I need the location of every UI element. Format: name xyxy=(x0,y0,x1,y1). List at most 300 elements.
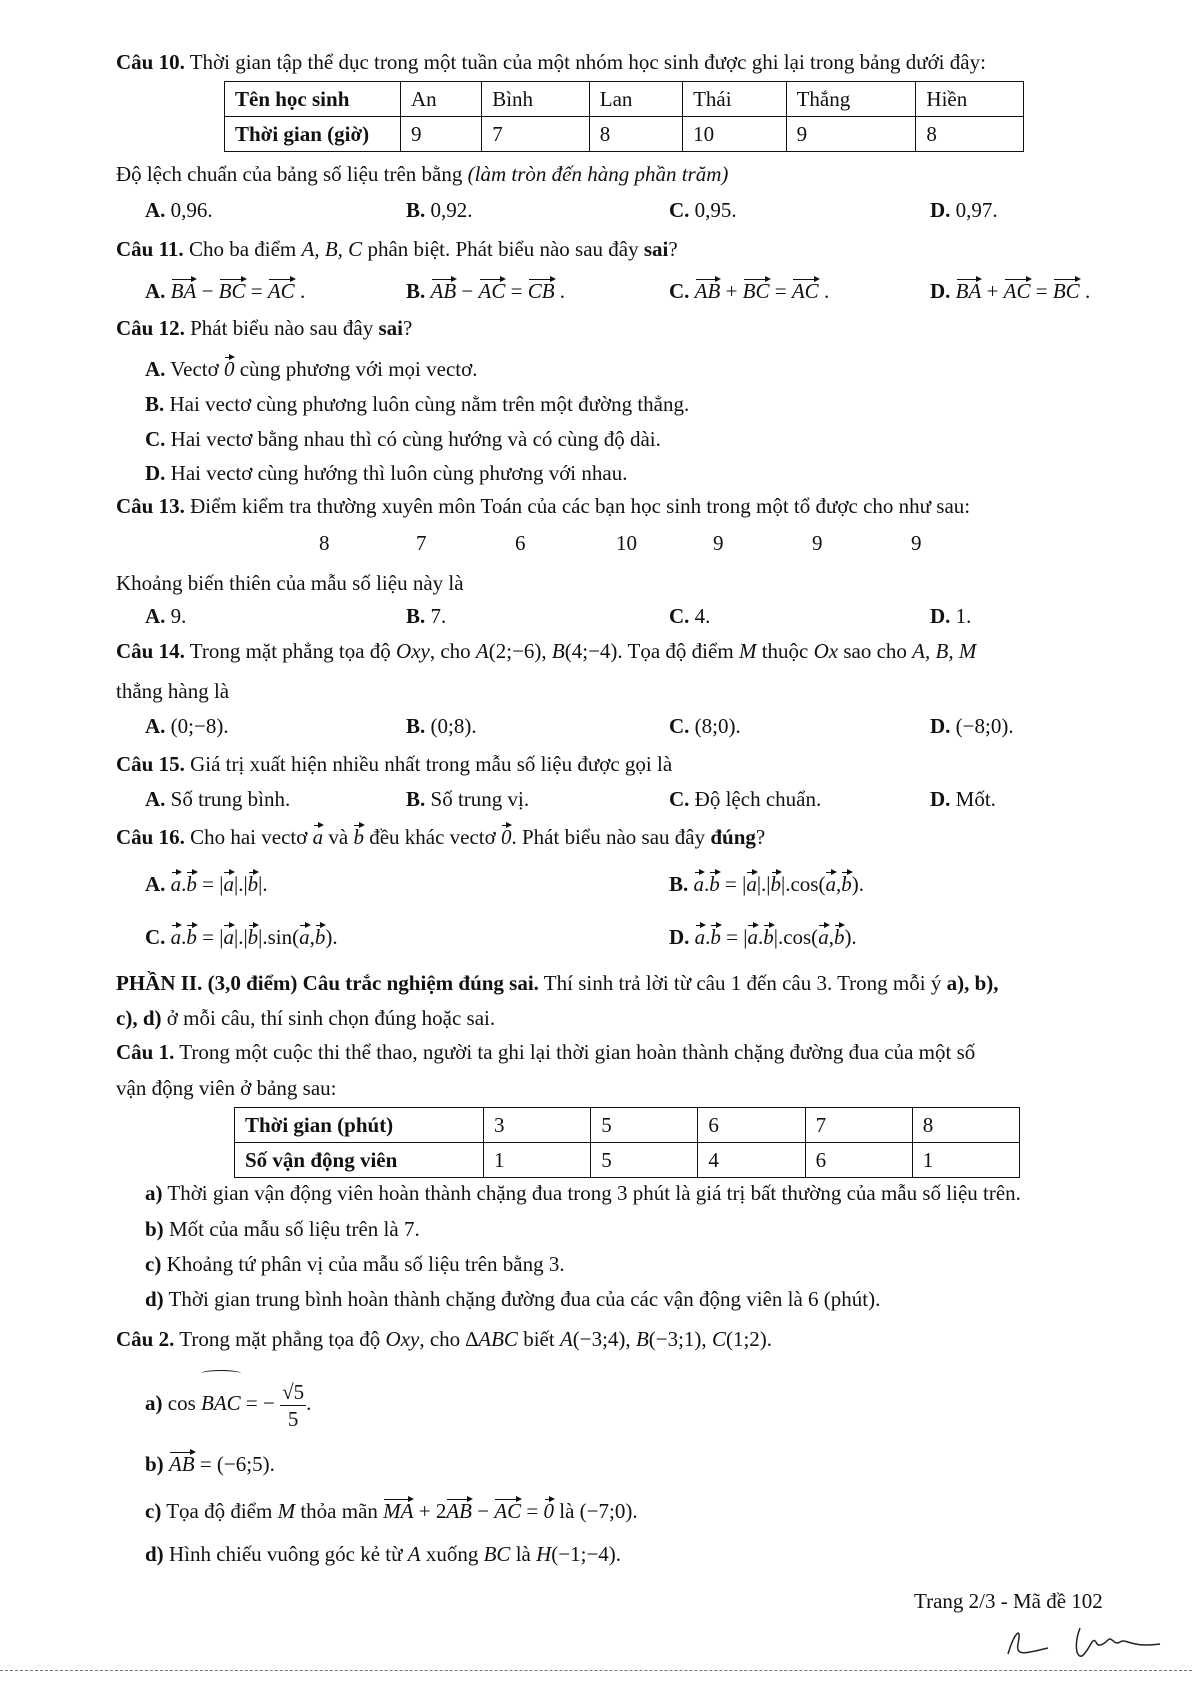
part-2-question-1-table xyxy=(234,1107,1020,1178)
text-segment: Điểm kiểm tra thường xuyên môn Toán của các bạn học sinh trong một tổ được cho như sau: xyxy=(184,494,971,518)
vector-text: AB xyxy=(168,1452,195,1476)
vector-text: MA xyxy=(383,1499,414,1523)
page-footer: Trang 2/3 - Mã đề 102 xyxy=(914,1589,1103,1613)
table-cell: Hiền xyxy=(916,82,1024,117)
cos-text: cos xyxy=(167,1391,196,1415)
text-segment: Câu 10. xyxy=(116,50,185,74)
text-segment: BC xyxy=(483,1542,511,1566)
text-segment: . xyxy=(1079,279,1091,303)
option-b xyxy=(145,392,689,416)
statement-b xyxy=(145,1452,275,1476)
text-segment: A. xyxy=(145,604,166,628)
text-segment: . xyxy=(181,872,187,896)
text-segment: vận động viên ở bảng sau: xyxy=(116,1076,337,1100)
vector-text: a xyxy=(170,925,182,949)
text-segment: (−3;1), xyxy=(648,1327,712,1351)
text-segment: A, B, C xyxy=(301,237,363,261)
text-segment: 9. xyxy=(165,604,187,628)
vector-text: b xyxy=(841,872,852,896)
text-segment: C. xyxy=(669,279,690,303)
table-cell: 6 xyxy=(698,1108,805,1143)
text-segment: + xyxy=(720,279,743,303)
text-segment: đúng xyxy=(710,825,756,849)
statement-c xyxy=(145,1252,565,1276)
table-cell: 1 xyxy=(912,1143,1019,1178)
text-segment: Thời gian tập thể dục trong một tuần của một nhóm học sinh được ghi lại trong bảng dưới đây: xyxy=(184,50,986,74)
text-segment: = xyxy=(769,279,792,303)
text-segment: Vectơ xyxy=(165,357,224,381)
vector-text: b xyxy=(247,872,259,896)
score: 7 xyxy=(416,531,427,555)
vector-text: 0 xyxy=(543,1499,555,1523)
table-cell: 6 xyxy=(805,1143,912,1178)
vector-text: a xyxy=(747,925,758,949)
text-segment: D. xyxy=(145,461,166,485)
denominator: 5 xyxy=(287,1406,299,1431)
table-cell: 7 xyxy=(805,1108,912,1143)
option-a xyxy=(145,787,290,811)
statement-label: a) xyxy=(145,1391,163,1415)
text-segment: D. xyxy=(930,714,951,738)
text-segment: d) xyxy=(145,1542,164,1566)
score: 9 xyxy=(911,531,922,555)
score: 8 xyxy=(319,531,330,555)
text-segment: . xyxy=(554,279,566,303)
table-cell: Thắng xyxy=(786,82,916,117)
option-a xyxy=(145,714,229,738)
table-cell: Tên học sinh xyxy=(225,82,401,117)
vector-text: b xyxy=(709,872,720,896)
option-c xyxy=(669,198,737,222)
text-segment: = | xyxy=(720,925,748,949)
text-segment: thuộc xyxy=(756,639,814,663)
text-segment: Số trung bình. xyxy=(165,787,291,811)
text-segment: C. xyxy=(669,604,690,628)
vector-text: a xyxy=(818,925,829,949)
text-segment: c) xyxy=(145,1499,162,1523)
table-row xyxy=(235,1108,1020,1143)
text-segment: Ox xyxy=(813,639,839,663)
text-segment: 0,95. xyxy=(689,198,737,222)
page-bottom-divider xyxy=(0,1670,1192,1671)
vector-text: a xyxy=(312,825,324,849)
numerator: √5 xyxy=(282,1379,305,1404)
table-cell: 9 xyxy=(786,117,916,152)
text-segment: Câu 16. xyxy=(116,825,185,849)
text-segment: (4;−4). Tọa độ điểm xyxy=(564,639,739,663)
text-segment: (làm tròn đến hàng phần trăm) xyxy=(467,162,729,186)
option-d xyxy=(930,198,998,222)
text-segment: B. xyxy=(406,714,426,738)
text-segment: sai xyxy=(643,237,669,261)
text-segment: = xyxy=(1030,279,1053,303)
text-segment: D. xyxy=(930,279,951,303)
text-segment: b) xyxy=(145,1217,164,1241)
option-b xyxy=(406,604,446,628)
vector-text: AC xyxy=(267,279,295,303)
text-segment: ). xyxy=(851,872,864,896)
vector-text: a xyxy=(694,925,706,949)
table-cell: An xyxy=(401,82,482,117)
text-segment: Khoảng tứ phân vị của mẫu số liệu trên bằng 3. xyxy=(161,1252,565,1276)
text-segment: sao cho xyxy=(838,639,913,663)
table-cell: Thái xyxy=(683,82,786,117)
text-segment: 0,96. xyxy=(165,198,213,222)
option-d xyxy=(930,604,971,628)
option-b xyxy=(406,279,565,303)
text-segment: = | xyxy=(196,872,224,896)
question-15-stem xyxy=(116,752,672,776)
text-segment: , xyxy=(835,872,842,896)
statement-d xyxy=(145,1542,621,1566)
text-segment: Tọa độ điểm xyxy=(161,1499,278,1523)
text-segment: = xyxy=(505,279,528,303)
text-segment: B. xyxy=(406,787,426,811)
text-segment: − xyxy=(456,279,479,303)
part-2-heading xyxy=(116,971,999,995)
text-segment: C xyxy=(711,1327,726,1351)
text-segment: b) xyxy=(145,1452,164,1476)
text-segment: |.| xyxy=(233,872,248,896)
option-a xyxy=(145,357,477,381)
text-segment: A. xyxy=(145,357,166,381)
text-segment: Số trung vị. xyxy=(425,787,530,811)
question-14-stem-cont xyxy=(116,679,229,703)
text-segment: , cho xyxy=(429,639,476,663)
text-segment: a), b), xyxy=(946,971,999,995)
score: 9 xyxy=(812,531,823,555)
text-segment: − xyxy=(471,1499,495,1523)
text-segment: (−8;0). xyxy=(950,714,1014,738)
text-segment: M xyxy=(277,1499,296,1523)
text-segment: và xyxy=(323,825,354,849)
option-d xyxy=(145,461,627,485)
question-14-stem xyxy=(116,639,976,663)
text-segment: Hai vectơ cùng hướng thì luôn cùng phương với nhau. xyxy=(165,461,628,485)
text-segment: (2;−6), xyxy=(488,639,552,663)
text-segment: D. xyxy=(930,604,951,628)
text-segment: A. xyxy=(145,198,166,222)
text-segment: |.| xyxy=(756,872,771,896)
table-cell: 7 xyxy=(482,117,590,152)
text-segment: = (−6;5). xyxy=(194,1452,275,1476)
text-segment: Oxy xyxy=(396,639,430,663)
table-cell: Thời gian (giờ) xyxy=(225,117,401,152)
text-segment: c), d) xyxy=(116,1006,162,1030)
statement-c xyxy=(145,1499,638,1523)
question-16-stem xyxy=(116,825,765,849)
table-cell: 3 xyxy=(484,1108,591,1143)
text-segment: đều khác vectơ xyxy=(363,825,501,849)
table-cell: 8 xyxy=(589,117,682,152)
text-segment: cùng phương với mọi vectơ. xyxy=(234,357,478,381)
text-segment: A xyxy=(475,639,489,663)
text-segment: biết xyxy=(517,1327,560,1351)
text-segment: Cho ba điểm xyxy=(183,237,302,261)
vector-text: AC xyxy=(791,279,819,303)
text-segment: xuống xyxy=(420,1542,484,1566)
text-segment: B xyxy=(635,1327,649,1351)
text-segment: PHẦN II. (3,0 điểm) Câu trắc nghiệm đúng sai. xyxy=(116,971,539,995)
text-segment: M xyxy=(738,639,757,663)
statement-d xyxy=(145,1287,880,1311)
vector-text: BA xyxy=(170,279,197,303)
text-segment: là xyxy=(510,1542,537,1566)
text-segment: Câu 14. xyxy=(116,639,185,663)
question-13-stem xyxy=(116,494,970,518)
text-segment: D. xyxy=(669,925,690,949)
vector-text: CB xyxy=(527,279,555,303)
text-segment: A. xyxy=(145,872,166,896)
fraction xyxy=(280,1379,306,1432)
text-segment: B. xyxy=(406,604,426,628)
text-segment: Trong mặt phẳng tọa độ xyxy=(174,1327,386,1351)
text-segment: Trong một cuộc thi thể thao, người ta ghi lại thời gian hoàn thành chặng đường đua của một số xyxy=(174,1040,976,1064)
text-segment: (0;8). xyxy=(425,714,477,738)
text-segment: ? xyxy=(755,825,766,849)
table-cell: Thời gian (phút) xyxy=(235,1108,484,1143)
text-segment: Khoảng biến thiên của mẫu số liệu này là xyxy=(116,571,464,595)
vector-text: b xyxy=(314,925,326,949)
text-segment: Trong mặt phẳng tọa độ xyxy=(184,639,397,663)
text-segment: A. xyxy=(145,787,166,811)
text-segment: = | xyxy=(719,872,747,896)
vector-text: b xyxy=(353,825,364,849)
vector-text: BC xyxy=(218,279,246,303)
vector-text: 0 xyxy=(500,825,512,849)
question-10-stem xyxy=(116,50,986,74)
vector-text: BC xyxy=(1052,279,1080,303)
text-segment: a) xyxy=(145,1181,163,1205)
option-a xyxy=(145,872,268,896)
vector-text: b xyxy=(247,925,259,949)
text-segment: + 2 xyxy=(413,1499,447,1523)
vector-text: b xyxy=(186,925,197,949)
text-segment: ). xyxy=(325,925,338,949)
text-segment: 0,97. xyxy=(950,198,998,222)
text-segment: Thời gian vận động viên hoàn thành chặng đua trong 3 phút là giá trị bất thường của mẫu số liệu trên. xyxy=(162,1181,1021,1205)
option-c xyxy=(145,925,338,949)
vector-text: BC xyxy=(742,279,770,303)
text-segment: . xyxy=(704,872,710,896)
text-segment: − xyxy=(196,279,219,303)
option-a xyxy=(145,604,186,628)
text-segment: , xyxy=(828,925,834,949)
text-segment: B. xyxy=(406,198,426,222)
text-segment: . xyxy=(181,925,187,949)
text-segment: |.| xyxy=(233,925,248,949)
text-segment: Câu 15. xyxy=(116,752,185,776)
question-12-stem xyxy=(116,316,412,340)
text-segment: Thí sinh trả lời từ câu 1 đến câu 3. Trong mỗi ý xyxy=(538,971,947,995)
text-segment: + xyxy=(981,279,1004,303)
option-b xyxy=(406,198,473,222)
text-segment: 4. xyxy=(689,604,711,628)
text-segment: d) xyxy=(145,1287,164,1311)
text-segment: B. xyxy=(145,392,165,416)
text-segment: . xyxy=(294,279,306,303)
option-c xyxy=(669,714,741,738)
text-segment: (1;2). xyxy=(725,1327,773,1351)
text-segment: , cho ∆ xyxy=(419,1327,479,1351)
vector-text: b xyxy=(770,872,781,896)
text-segment: |.sin( xyxy=(258,925,300,949)
text-segment: Câu 2. xyxy=(116,1327,175,1351)
statement-b xyxy=(145,1217,420,1241)
question-10-table xyxy=(224,81,1024,152)
vector-text: b xyxy=(763,925,774,949)
text-segment: = xyxy=(521,1499,544,1523)
table-cell: 9 xyxy=(401,117,482,152)
option-c xyxy=(669,787,821,811)
text-segment: (0;−8). xyxy=(165,714,229,738)
text-segment: ). xyxy=(844,925,857,949)
table-cell: 5 xyxy=(591,1108,698,1143)
option-d xyxy=(930,787,996,811)
table-row xyxy=(225,82,1024,117)
text-segment: C. xyxy=(669,198,690,222)
text-segment: . xyxy=(705,925,711,949)
text-segment: B. xyxy=(669,872,689,896)
table-cell: 8 xyxy=(916,117,1024,152)
vector-text: a xyxy=(223,925,234,949)
vector-text: AC xyxy=(478,279,506,303)
score: 9 xyxy=(713,531,724,555)
text-segment: (−1;−4). xyxy=(551,1542,622,1566)
vector-text: AB xyxy=(430,279,457,303)
text-segment: (8;0). xyxy=(689,714,741,738)
equals-text: = − xyxy=(240,1391,275,1415)
vector-text: a xyxy=(746,872,757,896)
vector-text: AC xyxy=(494,1499,522,1523)
table-cell: 1 xyxy=(484,1143,591,1178)
text-segment: A xyxy=(407,1542,421,1566)
text-segment: Cho hai vectơ xyxy=(184,825,313,849)
option-c xyxy=(669,604,710,628)
option-a xyxy=(145,198,213,222)
part-2-question-1-stem xyxy=(116,1040,975,1064)
text-segment: C. xyxy=(145,925,166,949)
text-segment: C. xyxy=(669,714,690,738)
part-2-heading-cont xyxy=(116,1006,495,1030)
statement-a: a) cos BAC = − $\frac{√5}{5}$ . xyxy=(145,1375,311,1432)
text-segment: Câu 12. xyxy=(116,316,185,340)
vector-text: b xyxy=(186,872,197,896)
option-c xyxy=(669,279,829,303)
text-segment: Câu 1. xyxy=(116,1040,175,1064)
option-b xyxy=(669,872,864,896)
table-cell: Bình xyxy=(482,82,590,117)
text-segment: thẳng hàng là xyxy=(116,679,230,703)
text-segment: phân biệt. Phát biểu nào sau đây xyxy=(362,237,644,261)
option-d xyxy=(669,925,857,949)
text-segment: Câu 13. xyxy=(116,494,185,518)
text-segment: = xyxy=(245,279,268,303)
text-segment: c) xyxy=(145,1252,162,1276)
text-segment: Mốt của mẫu số liệu trên là 7. xyxy=(163,1217,420,1241)
vector-text: a xyxy=(693,872,705,896)
text-segment: ABC xyxy=(478,1327,518,1351)
text-segment: là (−7;0). xyxy=(554,1499,638,1523)
text-segment: D. xyxy=(930,198,951,222)
text-segment: Hai vectơ bằng nhau thì có cùng hướng và có cùng độ dài. xyxy=(165,427,661,451)
text-segment: B xyxy=(551,639,565,663)
option-d xyxy=(930,714,1014,738)
text-segment: Độ lệch chuẩn. xyxy=(689,787,822,811)
text-segment: B. xyxy=(406,279,426,303)
angle-text: BAC xyxy=(201,1375,241,1431)
table-cell: 4 xyxy=(698,1143,805,1178)
vector-text: BA xyxy=(955,279,982,303)
vector-text: b xyxy=(710,925,721,949)
vector-text: AB xyxy=(694,279,721,303)
vector-text: a xyxy=(223,872,234,896)
table-cell: 8 xyxy=(912,1108,1019,1143)
text-segment: 7. xyxy=(425,604,447,628)
text-segment: A xyxy=(559,1327,573,1351)
option-c xyxy=(145,427,661,451)
signature-icon xyxy=(1000,1614,1170,1664)
text-segment: ở mỗi câu, thí sinh chọn đúng hoặc sai. xyxy=(161,1006,496,1030)
text-segment: thỏa mãn xyxy=(295,1499,384,1523)
text-segment: = | xyxy=(196,925,224,949)
question-11-stem xyxy=(116,237,678,261)
score: 6 xyxy=(515,531,526,555)
part-2-question-2-stem xyxy=(116,1327,772,1351)
vector-text: 0 xyxy=(223,357,235,381)
option-d xyxy=(930,279,1090,303)
vector-text: AC xyxy=(1003,279,1031,303)
text-segment: ? xyxy=(668,237,678,261)
text-segment: . xyxy=(757,925,764,949)
vector-text: a xyxy=(170,872,182,896)
text-segment: |. xyxy=(258,872,268,896)
table-row xyxy=(225,117,1024,152)
text-segment: Oxy xyxy=(385,1327,420,1351)
vector-text: AB xyxy=(446,1499,472,1523)
text-segment: . Phát biểu nào sau đây xyxy=(511,825,711,849)
option-a xyxy=(145,279,305,303)
text-segment: , xyxy=(309,925,315,949)
option-b xyxy=(406,714,477,738)
table-cell: Số vận động viên xyxy=(235,1143,484,1178)
text-segment: Hai vectơ cùng phương luôn cùng nằm trên một đường thẳng. xyxy=(164,392,690,416)
vector-text: a xyxy=(299,925,310,949)
text-segment: ? xyxy=(403,316,413,340)
text-segment: . xyxy=(818,279,830,303)
text-segment: 0,92. xyxy=(425,198,473,222)
text-segment: H xyxy=(536,1542,552,1566)
text-segment: A. xyxy=(145,714,166,738)
text-segment: Câu 11. xyxy=(116,237,184,261)
text-segment: C. xyxy=(145,427,166,451)
text-segment: A, B, M xyxy=(912,639,977,663)
text-segment: Phát biểu nào sau đây xyxy=(184,316,379,340)
table-row xyxy=(235,1143,1020,1178)
text-segment: sai xyxy=(378,316,403,340)
vector-text: b xyxy=(833,925,845,949)
text-segment: 1. xyxy=(950,604,972,628)
table-cell: Lan xyxy=(589,82,682,117)
question-13-question xyxy=(116,571,464,595)
part-2-question-1-stem-cont xyxy=(116,1076,336,1100)
option-b xyxy=(406,787,529,811)
statement-a xyxy=(145,1181,1021,1205)
vector-text: a xyxy=(825,872,836,896)
text-segment: Thời gian trung bình hoàn thành chặng đường đua của các vận động viên là 6 (phút). xyxy=(163,1287,881,1311)
text-segment: (−3;4), xyxy=(572,1327,636,1351)
text-segment: Độ lệch chuẩn của bảng số liệu trên bằng xyxy=(116,162,468,186)
